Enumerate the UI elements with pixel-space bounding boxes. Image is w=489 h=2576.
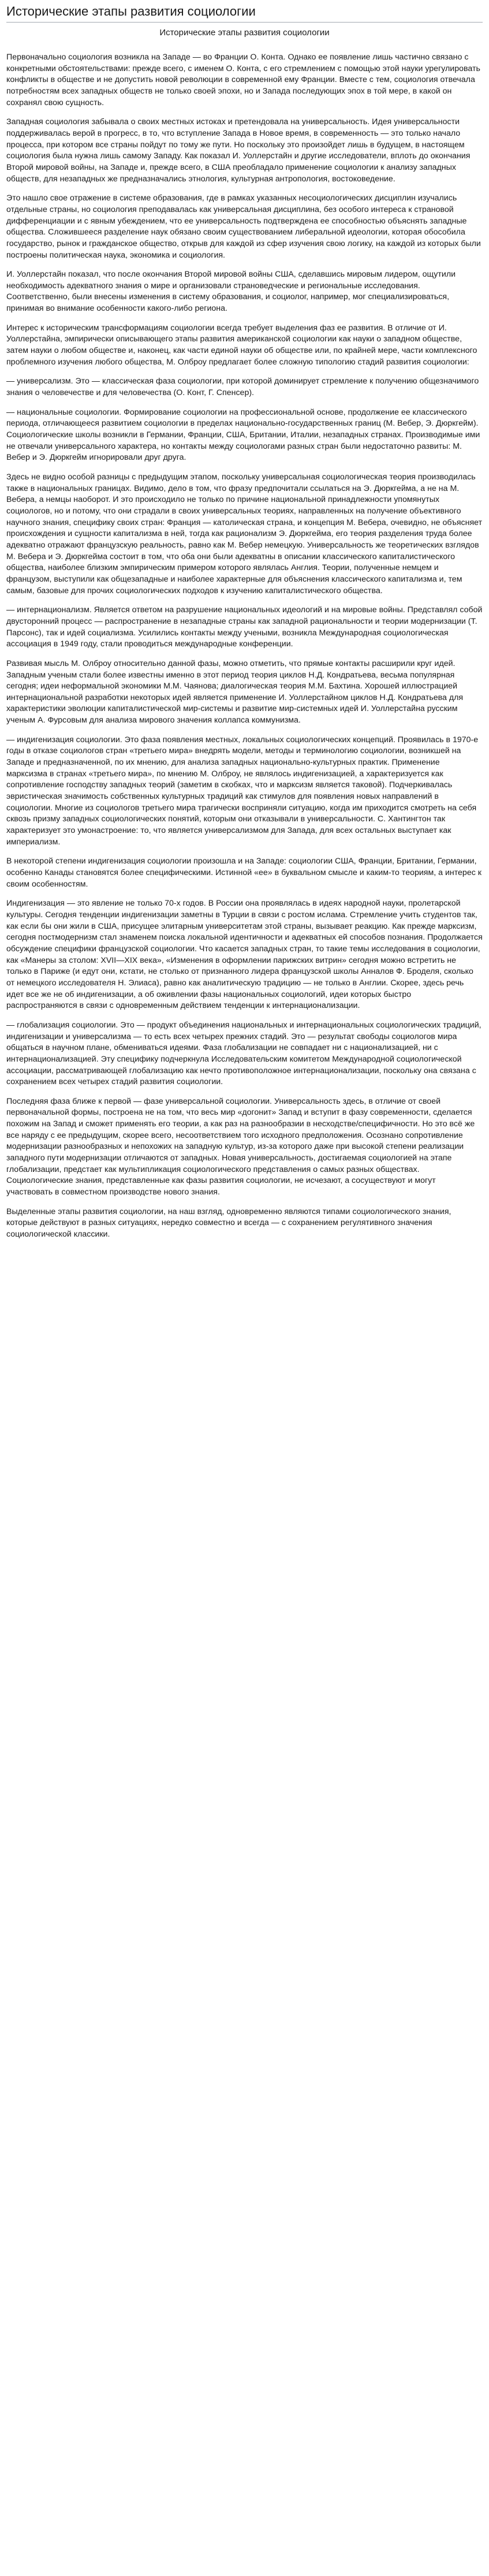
paragraph: Западная социология забывала о своих местных истоках и претендовала на универсальность. Идея универсальности поддерживалась верой в прогресс, в то, что вступление Запада в Новое время, в современность — это только начало процесса, при котором все страны пойдут по тому же пути. Но поскольку это произойдет лишь в будущем, в настоящем социология была нужна лишь самому Западу. Как показал И. Уоллерстайн и другие исследователи, вплоть до окончания Второй мировой войны, на Западе и, прежде всего, в США преобладало применение социологии к анализу западных обществ, для незападных же предназначались этнология, культурная антропология, востоковедение. [6,117,471,184]
paragraph: Индигенизация — это явление не только 70-х годов. В России она проявлялась в идеях народной науки, пролетарской культуры. Сегодня тенденции индигенизации заметны в Турции в связи с ростом ислама. Стремление учить студентов так, как если бы они жили в США, присущее элитарным университетам этой страны, вызывает реакцию. Как прежде марксизм, сегодня постмодернизм стал знаменем поиска локальной идентичности и адекватных ей способов познания. Продолжается обсуждение специфики французской социологии. Что касается западных стран, то такие темы исследования в социологии, как «Манеры за столом: XVII—XIX века», «Изменения в оформлении парижских витрин» сегодня можно встретить не только в Париже (и едут они, кстати, не столько от признанного лидера французской школы Анналов Ф. Броделя, сколько от немецкого исследователя Н. Элиаса), равно как аналитическую традицию — не только в Англии. Скорее, здесь речь идет все же не об индигенизации, а об оживлении фазы национальных социологий, идеи которых быстро распространяются в связи с одновременным действием тенденции к интернационализации. [6,899,483,1011]
article-subtitle: Исторические этапы развития социологии [159,27,330,38]
paragraph: — интернационализм. Является ответом на разрушение национальных идеологий и на мировые войны. Представлял собой двусторонний процесс — распространение в незападные страны как западной рациональности и теории модернизации (Т. Парсонс), так и идей социализма. Усилились контакты между учеными, возникла Международная социологическая ассоциация в 1949 году, стали проводиться международные конференции. [6,605,483,649]
paragraph: Интерес к историческим трансформациям социологии всегда требует выделения фаз ее развития. В отличие от И. Уоллерстайна, эмпирически описывающего этапы развития американской социологии как науки о западном обществе, затем науки о любом обществе и, наконец, как части единой науки об обществе или, по крайней мере, части комплексного проблемного изучения любого общества, М. Олброу предлагает более сложную типологию стадий развития социологии: [6,323,477,367]
paragraph: Последняя фаза ближе к первой — фазе универсальной социологии. Универсальность здесь, в отличие от своей первоначальной формы, построена не на том, что весь мир «догонит» Запад и вступит в фазу современности, сделается похожим на Запад и сможет применять его теории, а как раз на разнообразии в несходстве/специфичности. Но это всё же все наряду с ее предыдущим, скорее всего, несоответствием того исходного предположения. Осознано сопротивление модернизации разнообразных и непохожих на западную культур, из-за которого даже при высокой степени реализации западного пути модернизации отличаются от западных. Новая универсальность, достигаемая социологией на этапе глобализации, предстает как мультипликация социологического представления о самых разных обществах. Социологические знания, представленные как фазы развития социологии, не исчезают, а сосуществуют и могут участвовать в совместном производстве нового знания. [6,1096,475,1197]
paragraph: — глобализация социологии. Это — продукт объединения национальных и интернациональных социологических традиций, индигенизации и универсализма — то есть всех четырех прежних стадий. Это — результат свободы социологов мира общаться в научном плане, обмениваться идеями. Фаза глобализации не совпадает ни с национализацией, ни с интернационализацией. Эту специфику подчеркнула Исследовательским комитетом Международной социологической ассоциации, рассматривающей глобализацию как нечто противоположное интернационализации, поскольку она связана с сохранением всех четырех стадий развития социологии. [6,1020,481,1087]
paragraph: Здесь не видно особой разницы с предыдущим этапом, поскольку универсальная социологическая теория производилась также в национальных границах. Видимо, дело в том, что фразу предпочитали ссылаться на Э. Дюркгейма, а не на М. Вебера, а немцы наоборот. И это происходило не только по причине национальной принадлежности упомянутых социологов, но и потому, что они страдали в своих универсальных теориях, направленных на получение объективного научного знания, специфику своих стран: Франция — католическая страна, и концепция М. Вебера, очевидно, не объясняет происхождения и сущности капитализма в ней, тогда как рационализм Э. Дюркгейма, его теория разделения труда более адекватно отражают французскую реальность, равно как М. Вебер немецкую. Универсальность же теоретических взглядов М. Вебера и Э. Дюркгейма состоит в том, что оба они были адекватны в описании классического капиталистического общества, наиболее близким эмпирическим примером которого являлась Англия. Теории, полученные немцем и французом, выступили как общезападные и наиболее характерные для объяснения классического капитализма и, тем самым, базовые для прочих социологических подходов к изучению капиталистического общества. [6,472,483,595]
paragraph: Это нашло свое отражение в системе образования, где в рамках указанных несоциологических дисциплин изучались отдельные страны, но социология преподавалась как универсальная дисциплина, без особого интереса к страновой дифференциации и с явным убеждением, что ее универсальность подтверждена ее способностью объяснять западные общества. Сложившееся разделение наук обязано своим существованием либеральной идеологии, которая обособила государство, рынок и гражданское общество, открыв для каждой из сфер изучения свою логику, на каждой из которых были построены политическая наука, экономика и социология. [6,193,481,260]
paragraph: В некоторой степени индигенизация социологии произошла и на Западе: социологии США, Франции, Британии, Германии, особенно Канады становятся более специфическими. Истинной «ее» в буквальном смысле и каким-то теориям, а интерес к своим особенностям. [6,857,481,889]
page-title: Исторические этапы развития социологии [6,3,483,23]
paragraph: Выделенные этапы развития социологии, на наш взгляд, одновременно являются типами социологического знания, которые действуют в разных ситуациях, нередко совместно и всегда — с сохранением регулятивного значения социологической классики. [6,1207,451,1239]
paragraph: — индигенизация социологии. Это фаза появления местных, локальных социологических концепций. Проявилась в 1970-е годы в отказе социологов стран «третьего мира» внедрять модели, методы и терминологию социологии, возникшей на Западе и предназначенной, по их мнению, для анализа западных национально-культурных практик. Применение марксизма в странах «третьего мира», по мнению М. Олброу, не являлось индигенизацией, а характеризуется как сопротивление господству западных теорий (заметим в скобках, что и марксизм является таковой). Подчеркивалась эвристическая значимость собственных культурных традиций как стимулов для появления новых направлений в социологии. Многие из социологов третьего мира трагически восприняли ситуацию, когда им приходится смотреть на себя сквозь призму западных социологических понятий, которым они отказывали в универсальности. С. Хантингтон так характеризует это умонастроение: то, что является универсализмом для Запада, для всех остальных выступает как империализм. [6,735,479,847]
paragraph: — универсализм. Это — классическая фаза социологии, при которой доминирует стремление к получению общезначимого знания о человечестве и для человечества (О. Конт, Г. Спенсер). [6,377,479,398]
article-body [6,52,483,1241]
paragraph: И. Уоллерстайн показал, что после окончания Второй мировой войны США, сделавшись мировым лидером, ощутили необходимость адекватного знания о мире и организовали страноведческие и региональные исследования. Соответственно, были внесены изменения в систему образования, и социолог, например, мог специализироваться, принимая во внимание особенности какого-либо региона. [6,270,456,314]
paragraph: Развивая мысль М. Олброу относительно данной фазы, можно отметить, что прямые контакты расширили круг идей. Западным ученым стали более известны именно в этот период теория циклов Н.Д. Кондратьева, весьма популярная сегодня; идеи неформальной экономики М.М. Чаянова; диалогическая теория М.М. Бахтина. Хорошей иллюстрацией интернациональной разработки некоторых идей является применение И. Уоллерстайном циклов Н.Д. Кондратьева для характеристики эволюции капиталистической мир-системы и развитие мир-системных идей И. Уоллерстайна русским ученым А. Фурсовым для анализа мирового значения коллапса коммунизма. [6,658,464,725]
paragraph: — национальные социологии. Формирование социологии на профессиональной основе, продолжение ее классического периода, отличающееся развитием социологии в пределах национально-государственных границ (М. Вебер, Э. Дюркгейм). Социологические школы возникли в Германии, Франции, США, Британии, Италии, незападных странах. Производимые ими не отвечали универсального характера, но контакты между социологами разных стран были недостаточно развиты: М. Вебер и Э. Дюркгейм игнорировали друг друга. [6,407,480,463]
paragraph: Первоначально социология возникла на Западе — во Франции О. Конта. Однако ее появление лишь частично связано с конкретными обстоятельствами: прежде всего, с именем О. Конта, с его стремлением с помощью этой науки урегулировать конфликты в обществе и не допустить новой революции в современной ему Франции. Вместе с тем, социология отвечала потребностям всех западных обществ не только своей эпохи, но и Запада последующих эпох в той мере, в какой он сохранял свою сущность. [6,53,480,107]
